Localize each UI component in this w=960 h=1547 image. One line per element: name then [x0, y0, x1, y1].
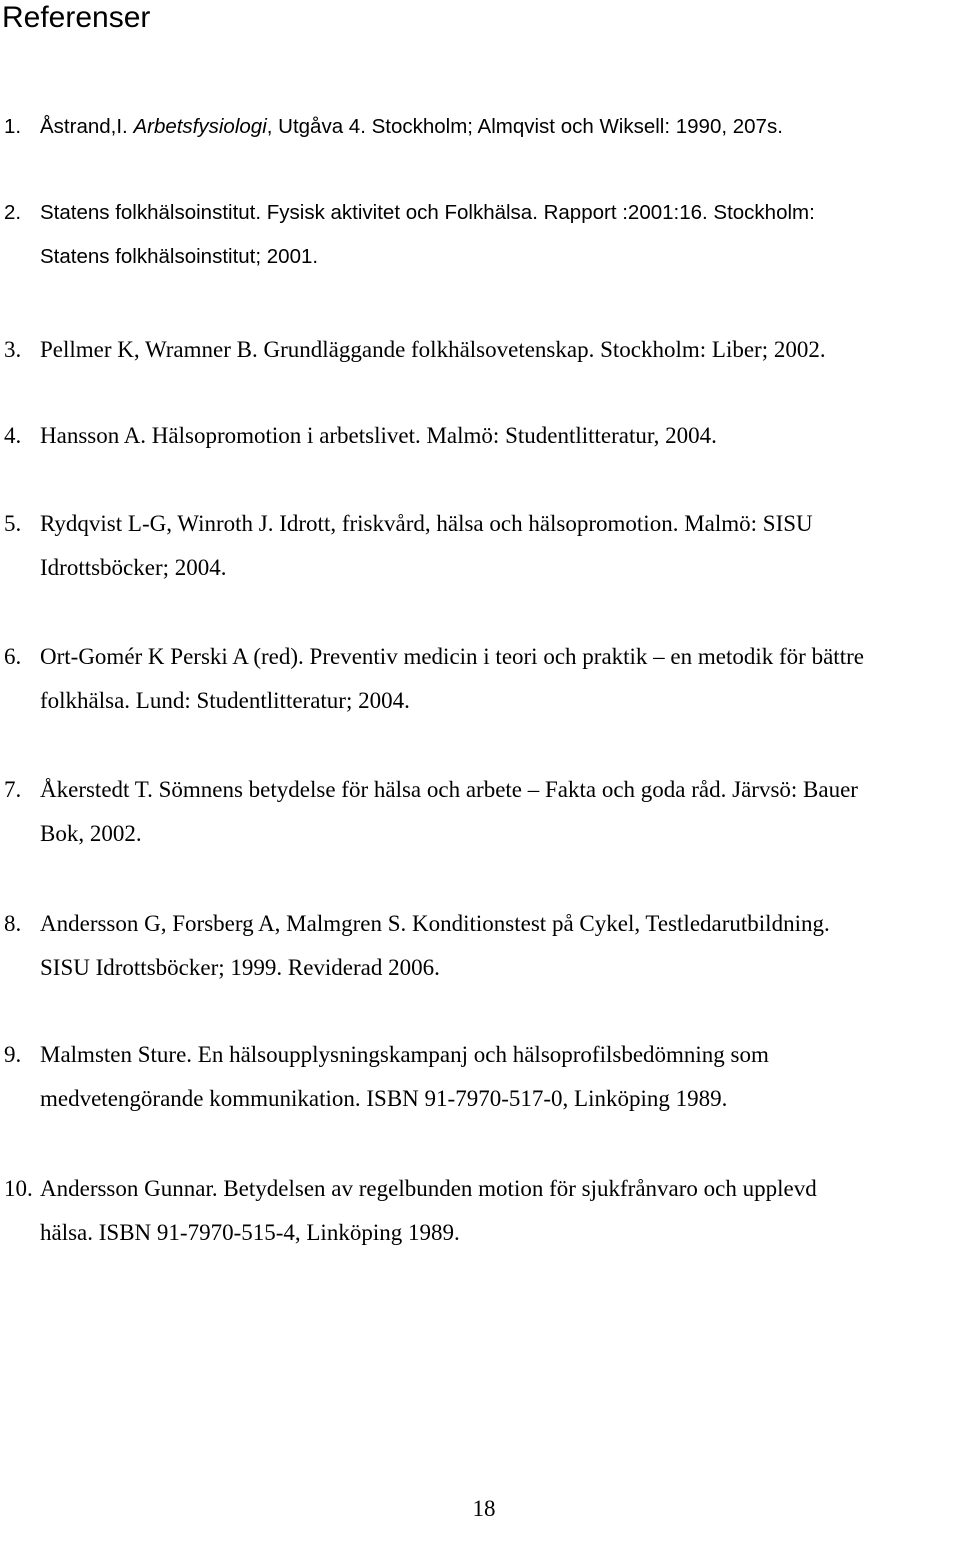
reference-number: 5.	[4, 511, 22, 536]
reference-text-segment: Åstrand,I.	[40, 115, 134, 138]
reference-text-line	[40, 510, 813, 538]
reference-text-segment: folkhälsa. Lund: Studentlitteratur; 2004.	[40, 688, 410, 713]
reference-text-segment: Malmsten Sture. En hälsoupplysningskampanj och hälsoprofilsbedömning som	[40, 1042, 769, 1067]
reference-text-segment: SISU Idrottsböcker; 1999. Reviderad 2006.	[40, 955, 440, 980]
reference-text-line	[40, 776, 858, 804]
reference-number: 3.	[4, 337, 22, 362]
reference-text-line	[40, 1219, 460, 1247]
reference-text-line	[40, 643, 864, 671]
reference-text-line	[40, 1041, 769, 1069]
page-number: 18	[472, 1496, 496, 1521]
reference-text-segment: Bok, 2002.	[40, 821, 142, 846]
reference-text-segment: Rydqvist L-G, Winroth J. Idrott, friskvård, hälsa och hälsopromotion. Malmö: SISU	[40, 511, 813, 536]
reference-text-line	[40, 554, 227, 582]
reference-text-line	[40, 243, 318, 271]
reference-text-segment: Pellmer K, Wramner B. Grundläggande folkhälsovetenskap. Stockholm: Liber; 2002.	[40, 337, 826, 362]
reference-title-italic: Arbetsfysiologi	[133, 115, 267, 138]
reference-number: 2.	[4, 201, 22, 224]
reference-text-line	[40, 336, 826, 364]
reference-text-segment: Statens folkhälsoinstitut. Fysisk aktivitet och Folkhälsa. Rapport :2001:16. Stockholm:	[40, 201, 815, 224]
reference-text-segment: medvetengörande kommunikation. ISBN 91-7970-517-0, Linköping 1989.	[40, 1086, 728, 1111]
reference-text-line	[40, 199, 815, 227]
reference-text-segment: Idrottsböcker; 2004.	[40, 555, 227, 580]
page-heading: Referenser	[2, 1, 151, 34]
reference-number: 4.	[4, 423, 22, 448]
reference-text-segment: Andersson G, Forsberg A, Malmgren S. Konditionstest på Cykel, Testledarutbildning.	[40, 911, 830, 936]
reference-text-segment: Andersson Gunnar. Betydelsen av regelbunden motion för sjukfrånvaro och upplevd	[40, 1176, 817, 1201]
reference-text-line	[40, 422, 717, 450]
reference-text-segment: hälsa. ISBN 91-7970-515-4, Linköping 1989.	[40, 1220, 460, 1245]
reference-number: 8.	[4, 911, 22, 936]
reference-number: 6.	[4, 644, 22, 669]
reference-text-line	[40, 954, 440, 982]
reference-text-line	[40, 820, 142, 848]
reference-number: 1.	[4, 115, 22, 138]
reference-text-segment: Ort-Gomér K Perski A (red). Preventiv medicin i teori och praktik – en metodik för bättre	[40, 644, 864, 669]
reference-number: 7.	[4, 777, 22, 802]
reference-text-line	[40, 1085, 727, 1113]
reference-number: 10.	[4, 1176, 33, 1201]
reference-text-line	[40, 687, 410, 715]
reference-number: 9.	[4, 1042, 22, 1067]
reference-text-line	[40, 910, 830, 938]
reference-text-segment: Hansson A. Hälsopromotion i arbetslivet. Malmö: Studentlitteratur, 2004.	[40, 423, 717, 448]
reference-text-line	[40, 1175, 817, 1203]
reference-text-line	[40, 113, 783, 141]
reference-text-segment: , Utgåva 4. Stockholm; Almqvist och Wiksell: 1990, 207s.	[266, 115, 783, 138]
reference-text-segment: Åkerstedt T. Sömnens betydelse för hälsa och arbete – Fakta och goda råd. Järvsö: Bauer	[40, 777, 858, 802]
reference-text-segment: Statens folkhälsoinstitut; 2001.	[40, 245, 319, 268]
